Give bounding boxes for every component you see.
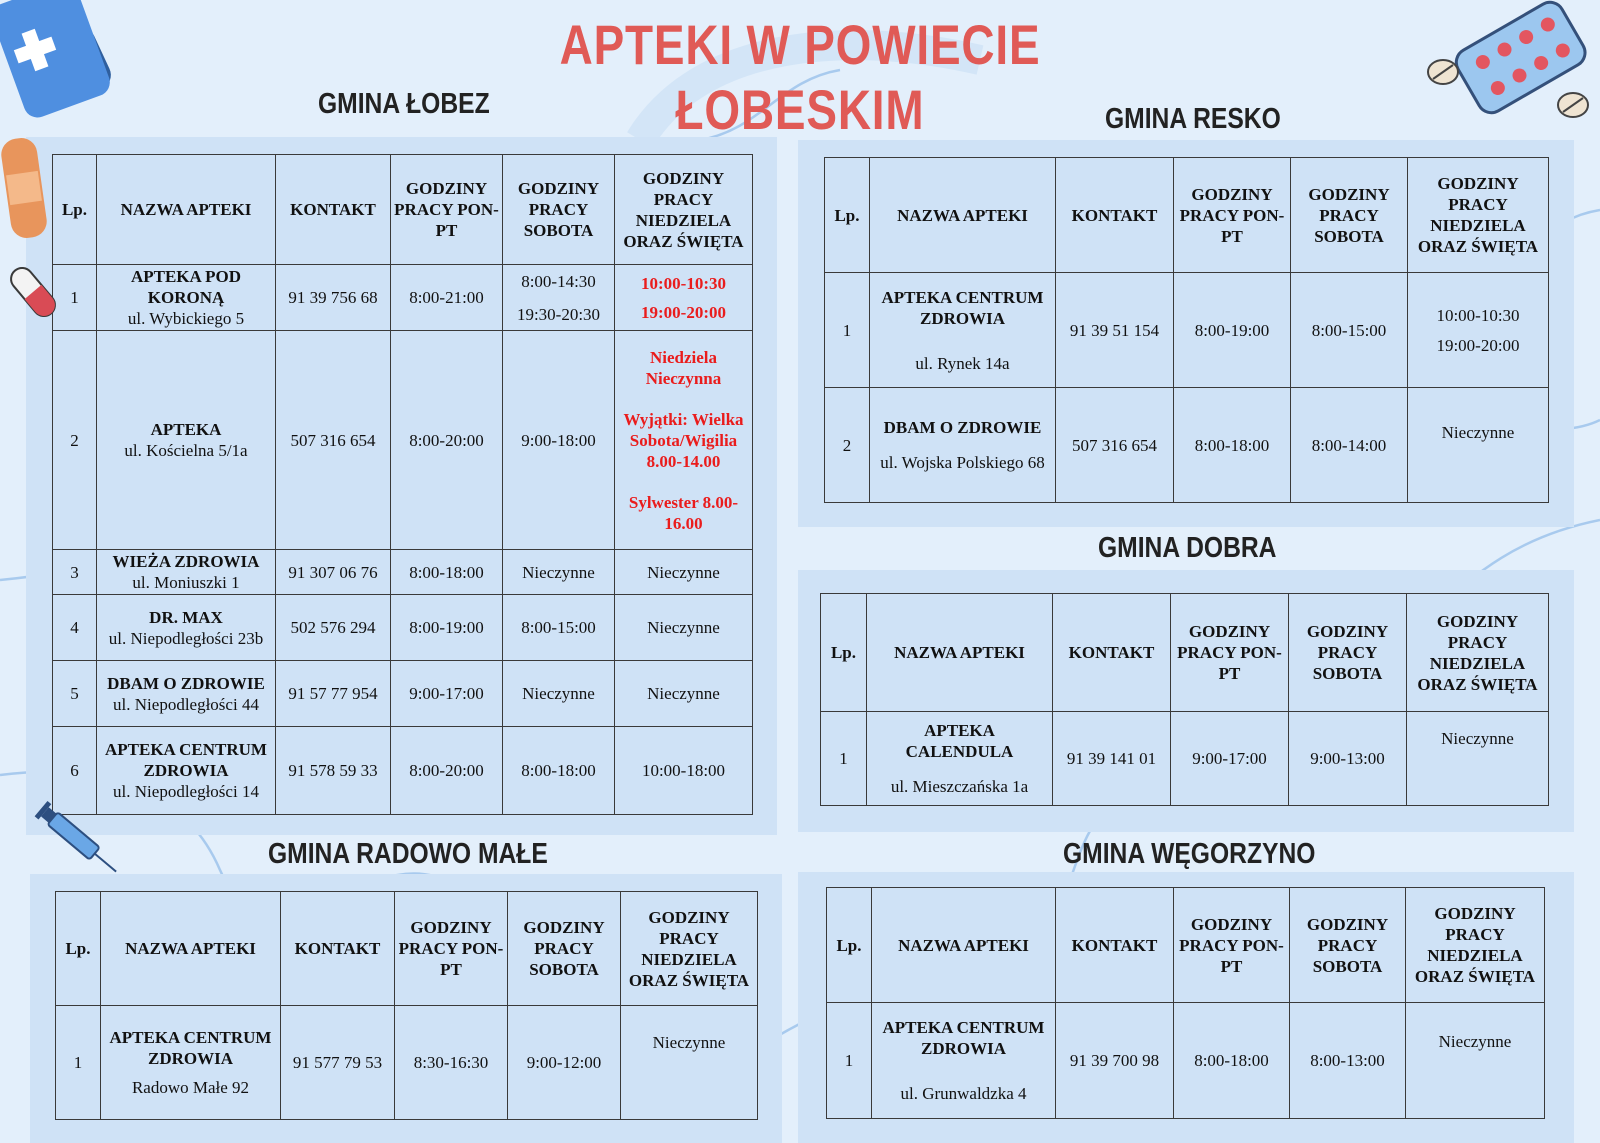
header-contact: KONTAKT bbox=[281, 892, 395, 1006]
hours-weekday: 8:00-18:00 bbox=[1174, 1003, 1290, 1119]
hours-saturday: 8:00-15:00 bbox=[1291, 273, 1408, 388]
hours-weekday: 8:00-18:00 bbox=[391, 550, 503, 595]
table-row bbox=[53, 265, 753, 331]
hours-weekday: 8:30-16:30 bbox=[395, 1006, 508, 1120]
row-lp: 1 bbox=[53, 265, 97, 331]
section-title-wegorzyno: GMINA WĘGORZYNO bbox=[1063, 838, 1316, 870]
pharmacy-cell bbox=[867, 712, 1053, 806]
pharmacy-contact: 91 39 141 01 bbox=[1053, 712, 1171, 806]
header-weekday: GODZINY PRACY PON-PT bbox=[1171, 594, 1289, 712]
new-year-eve-note: Sylwester 8.00-16.00 bbox=[628, 492, 739, 533]
pharmacy-address: ul. Wybickiego 5 bbox=[127, 309, 245, 328]
header-sunday: GODZINY PRACY NIEDZIELA ORAZ ŚWIĘTA bbox=[621, 892, 758, 1006]
pharmacy-cell bbox=[97, 331, 276, 550]
hours-saturday: 8:00-15:00 bbox=[503, 595, 615, 661]
section-title-resko: GMINA RESKO bbox=[1105, 103, 1281, 135]
header-name: NAZWA APTEKI bbox=[97, 155, 276, 265]
pharmacy-contact: 507 316 654 bbox=[1056, 388, 1174, 503]
pharmacy-cell bbox=[97, 550, 276, 595]
header-name: NAZWA APTEKI bbox=[870, 158, 1056, 273]
hours-sunday: Nieczynne bbox=[615, 661, 753, 727]
row-lp: 3 bbox=[53, 550, 97, 595]
header-sunday: GODZINY PRACY NIEDZIELA ORAZ ŚWIĘTA bbox=[1407, 594, 1549, 712]
table-row bbox=[821, 712, 1549, 806]
hours-sunday: 10:00-18:00 bbox=[615, 727, 753, 815]
pill-icon bbox=[1555, 88, 1595, 123]
row-lp: 1 bbox=[821, 712, 867, 806]
pharmacy-contact: 507 316 654 bbox=[276, 331, 391, 550]
header-name: NAZWA APTEKI bbox=[872, 888, 1056, 1003]
header-weekday: GODZINY PRACY PON-PT bbox=[395, 892, 508, 1006]
table-header-row bbox=[53, 155, 753, 265]
pharmacy-name: APTEKA CENTRUM ZDROWIA bbox=[882, 1018, 1045, 1058]
row-lp: 1 bbox=[825, 273, 870, 388]
row-lp: 2 bbox=[825, 388, 870, 503]
header-name: NAZWA APTEKI bbox=[867, 594, 1053, 712]
hours-saturday: Nieczynne bbox=[503, 550, 615, 595]
pharmacy-name: APTEKA CENTRUM ZDROWIA bbox=[881, 287, 1044, 328]
hours-saturday-1: 8:00-14:30 bbox=[521, 271, 596, 291]
pharmacy-cell bbox=[872, 1003, 1056, 1119]
hours-weekday: 8:00-20:00 bbox=[391, 331, 503, 550]
header-contact: KONTAKT bbox=[1056, 158, 1174, 273]
hours-sunday: Nieczynne bbox=[1406, 1003, 1545, 1119]
header-lp: Lp. bbox=[821, 594, 867, 712]
pharmacy-name: APTEKA CENTRUM ZDROWIA bbox=[109, 1028, 272, 1068]
pharmacy-cell bbox=[870, 273, 1056, 388]
header-lp: Lp. bbox=[827, 888, 872, 1003]
capsule-icon bbox=[8, 262, 58, 322]
row-lp: 4 bbox=[53, 595, 97, 661]
pharmacy-name: APTEKA bbox=[150, 420, 222, 439]
pharmacy-address: ul. Mieszczańska 1a bbox=[890, 777, 1029, 796]
pharmacy-contact: 91 39 51 154 bbox=[1056, 273, 1174, 388]
hours-saturday bbox=[503, 265, 615, 331]
pharmacy-address: ul. Niepodległości 23b bbox=[108, 628, 264, 648]
pharmacy-address: ul. Moniuszki 1 bbox=[132, 573, 240, 592]
pharmacy-address: ul. Niepodległości 44 bbox=[113, 694, 259, 714]
hours-saturday: 8:00-13:00 bbox=[1290, 1003, 1406, 1119]
pharmacy-name: APTEKA CENTRUM ZDROWIA bbox=[105, 740, 267, 780]
hours-weekday: 9:00-17:00 bbox=[1171, 712, 1289, 806]
hours-saturday: 8:00-14:00 bbox=[1291, 388, 1408, 503]
pharmacy-address: ul. Grunwaldzka 4 bbox=[900, 1084, 1027, 1103]
table-row bbox=[53, 661, 753, 727]
hours-sunday-2: 19:00-20:00 bbox=[641, 302, 726, 322]
hours-weekday: 8:00-18:00 bbox=[1174, 388, 1291, 503]
pharmacy-name: DBAM O ZDROWIE bbox=[107, 673, 265, 693]
pharmacy-address: ul. Wojska Polskiego 68 bbox=[880, 453, 1045, 472]
pharmacy-address: Radowo Małe 92 bbox=[131, 1078, 250, 1097]
header-lp: Lp. bbox=[56, 892, 101, 1006]
section-title-dobra: GMINA DOBRA bbox=[1098, 532, 1277, 564]
hours-saturday: 8:00-18:00 bbox=[503, 727, 615, 815]
pharmacy-cell bbox=[97, 661, 276, 727]
hours-sunday: Nieczynne bbox=[1408, 388, 1549, 503]
header-lp: Lp. bbox=[825, 158, 870, 273]
pharmacy-name: APTEKA POD KORONĄ bbox=[130, 267, 242, 307]
pill-icon bbox=[1425, 55, 1465, 90]
table-row bbox=[827, 1003, 1545, 1119]
pharmacy-name: DR. MAX bbox=[149, 607, 223, 627]
header-sunday: GODZINY PRACY NIEDZIELA ORAZ ŚWIĘTA bbox=[1408, 158, 1549, 273]
hours-sunday-1: 10:00-10:30 bbox=[641, 273, 726, 293]
pharmacy-cell bbox=[97, 595, 276, 661]
table-dobra bbox=[820, 593, 1549, 806]
syringe-icon bbox=[30, 795, 130, 885]
header-saturday: GODZINY PRACY SOBOTA bbox=[1289, 594, 1407, 712]
hours-saturday: 9:00-12:00 bbox=[508, 1006, 621, 1120]
hours-sunday bbox=[615, 331, 753, 550]
hours-weekday: 8:00-19:00 bbox=[391, 595, 503, 661]
row-lp: 2 bbox=[53, 331, 97, 550]
section-title-lobez: GMINA ŁOBEZ bbox=[318, 88, 490, 120]
header-saturday: GODZINY PRACY SOBOTA bbox=[508, 892, 621, 1006]
exception-note: Wyjątki: Wielka Sobota/Wigilia 8.00-14.00 bbox=[623, 409, 744, 471]
table-header-row bbox=[821, 594, 1549, 712]
pharmacy-name: DBAM O ZDROWIE bbox=[883, 418, 1042, 437]
hours-saturday: 9:00-18:00 bbox=[503, 331, 615, 550]
first-aid-kit-icon bbox=[0, 0, 115, 125]
hours-sunday-1: 10:00-10:30 bbox=[1436, 305, 1520, 325]
pharmacy-contact: 502 576 294 bbox=[276, 595, 391, 661]
table-header-row bbox=[827, 888, 1545, 1003]
pharmacy-cell bbox=[101, 1006, 281, 1120]
hours-weekday: 8:00-20:00 bbox=[391, 727, 503, 815]
hours-weekday: 9:00-17:00 bbox=[391, 661, 503, 727]
row-lp: 1 bbox=[827, 1003, 872, 1119]
table-row bbox=[53, 550, 753, 595]
header-name: NAZWA APTEKI bbox=[101, 892, 281, 1006]
table-row bbox=[56, 1006, 758, 1120]
header-weekday: GODZINY PRACY PON-PT bbox=[1174, 888, 1290, 1003]
page-title: APTEKI W POWIECIE ŁOBESKIM bbox=[559, 13, 1041, 141]
hours-sunday: Nieczynne bbox=[1407, 712, 1549, 806]
header-contact: KONTAKT bbox=[1056, 888, 1174, 1003]
row-lp: 5 bbox=[53, 661, 97, 727]
row-lp: 6 bbox=[53, 727, 97, 815]
pharmacy-address: ul. Kościelna 5/1a bbox=[124, 441, 248, 460]
table-header-row bbox=[825, 158, 1549, 273]
sunday-closed-note: Niedziela Nieczynna bbox=[645, 347, 722, 388]
header-saturday: GODZINY PRACY SOBOTA bbox=[503, 155, 615, 265]
pharmacy-address: ul. Niepodległości 14 bbox=[113, 782, 259, 801]
pharmacy-contact: 91 578 59 33 bbox=[276, 727, 391, 815]
header-saturday: GODZINY PRACY SOBOTA bbox=[1290, 888, 1406, 1003]
pharmacy-contact: 91 307 06 76 bbox=[276, 550, 391, 595]
header-contact: KONTAKT bbox=[1053, 594, 1171, 712]
hours-sunday bbox=[615, 265, 753, 331]
header-sunday: GODZINY PRACY NIEDZIELA ORAZ ŚWIĘTA bbox=[615, 155, 753, 265]
pharmacy-name: WIEŻA ZDROWIA bbox=[112, 552, 260, 571]
header-sunday: GODZINY PRACY NIEDZIELA ORAZ ŚWIĘTA bbox=[1406, 888, 1545, 1003]
header-weekday: GODZINY PRACY PON-PT bbox=[1174, 158, 1291, 273]
table-row bbox=[825, 388, 1549, 503]
table-radowo bbox=[55, 891, 758, 1120]
hours-saturday: 9:00-13:00 bbox=[1289, 712, 1407, 806]
table-resko bbox=[824, 157, 1549, 503]
hours-weekday: 8:00-19:00 bbox=[1174, 273, 1291, 388]
table-row bbox=[53, 331, 753, 550]
table-header-row bbox=[56, 892, 758, 1006]
pharmacy-contact: 91 39 756 68 bbox=[276, 265, 391, 331]
row-lp: 1 bbox=[56, 1006, 101, 1120]
pharmacy-contact: 91 577 79 53 bbox=[281, 1006, 395, 1120]
pharmacy-cell bbox=[97, 265, 276, 331]
pharmacy-contact: 91 57 77 954 bbox=[276, 661, 391, 727]
bandage-icon bbox=[0, 138, 50, 243]
pharmacy-name: APTEKA CALENDULA bbox=[905, 721, 1014, 761]
table-row bbox=[825, 273, 1549, 388]
section-title-radowo: GMINA RADOWO MAŁE bbox=[268, 838, 548, 870]
pharmacy-cell bbox=[870, 388, 1056, 503]
table-row bbox=[53, 727, 753, 815]
header-contact: KONTAKT bbox=[276, 155, 391, 265]
table-row bbox=[53, 595, 753, 661]
header-lp: Lp. bbox=[53, 155, 97, 265]
header-weekday: GODZINY PRACY PON-PT bbox=[391, 155, 503, 265]
hours-weekday: 8:00-21:00 bbox=[391, 265, 503, 331]
hours-sunday: Nieczynne bbox=[615, 595, 753, 661]
table-lobez bbox=[52, 154, 753, 815]
table-wegorzyno bbox=[826, 887, 1545, 1119]
hours-sunday: Nieczynne bbox=[615, 550, 753, 595]
pharmacy-contact: 91 39 700 98 bbox=[1056, 1003, 1174, 1119]
hours-sunday: Nieczynne bbox=[621, 1006, 758, 1120]
hours-saturday-2: 19:30-20:30 bbox=[516, 304, 601, 324]
hours-sunday bbox=[1408, 273, 1549, 388]
hours-saturday: Nieczynne bbox=[503, 661, 615, 727]
header-saturday: GODZINY PRACY SOBOTA bbox=[1291, 158, 1408, 273]
pharmacy-address: ul. Rynek 14a bbox=[915, 353, 1010, 373]
hours-sunday-2: 19:00-20:00 bbox=[1436, 335, 1520, 355]
